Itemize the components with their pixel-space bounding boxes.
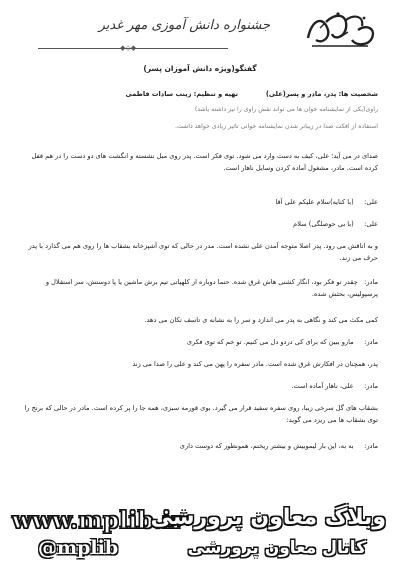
speaker: مادر: [364, 338, 378, 346]
line-text: پدر، همچنان در افکارش غرق شده است. مادر سفره را پهن می کند و علی را صدا می زند [132, 360, 378, 368]
line-text: (با بی حوصلگی) سلام [293, 220, 354, 228]
speaker: علی: [364, 198, 378, 206]
dialogue-line [20, 440, 378, 452]
line-text: کمی مکث می کند و نگاهی به پدر می اندازد و سر را به نشانه ی تاسف تکان می دهد. [144, 316, 378, 324]
watermark-url: www.mplib.ir [12, 507, 184, 534]
dialogue-line [20, 336, 378, 348]
line-text: مارو ببین که برای کی دردو دل می کنیم. تو خم که توی فکری [186, 338, 354, 346]
speaker: مادر: [364, 442, 378, 450]
line-text: صدای در می آید؛ علی، کیف به دست وارد می شود. توی فکر است. پدر روی مبل نشسته و انگشت های دو دست را در هم قفل کرده است. مادر، مشغول آماده کردن وسایل ناهار است. [31, 152, 378, 172]
dialogue-line [20, 276, 378, 300]
watermark-blog: وبلاگ معاون پرورشی [150, 505, 386, 530]
note-sound-effects: استفاده از افکت صدا در زیباتر شدن نمایشنامه خوانی تاثیر زیادی خواهد داشت. [175, 123, 378, 130]
watermark [0, 505, 400, 565]
speaker: علی: [364, 220, 378, 228]
speaker: مادر: [364, 278, 378, 286]
dialogue-line [20, 402, 378, 426]
header [10, 6, 390, 58]
line-text: و به اتاقش می رود. پدر اصلا متوجه آمدن علی نشده است. مدر در حالی که توی آشپزخانه بشقاب ها را روی هم می گذارد با پدر حرف می زند. [28, 242, 378, 262]
dialogue-line [20, 358, 378, 370]
dialogue-line [20, 380, 378, 392]
line-text: علی، ناهار آماده است. [291, 382, 354, 390]
characters-line: شخصیت ها: پدر، مادر و پسر(علی) [265, 90, 378, 98]
header-ornament: ◆◇◆ [120, 44, 137, 52]
speaker: مادر: [364, 382, 378, 390]
dialogue-line [20, 150, 378, 174]
line-text: (با کنایه)سلام علیکم علی آقا [275, 198, 354, 206]
festival-logo-icon [302, 8, 382, 52]
dialogue-line [20, 218, 378, 230]
dialogue-line [20, 314, 378, 326]
meta-row [18, 90, 378, 98]
festival-title: جشنواره دانش آموزی مهر غدیر [98, 18, 270, 33]
author-line: تهیه و تنظیم: زینب سادات فاطمی [125, 90, 238, 98]
dialogue-line [20, 240, 378, 264]
watermark-handle: @mplib [38, 537, 119, 559]
watermark-channel: کانال معاون پرورشی [187, 538, 366, 558]
line-text: چقدر تو فکر بود، انگار کشتی هاش غرق شده. حتما دوباره از کلهپاتی تیم برش ماشین یا پا دوستش، سر استقلال و پرسپولیس، بحثش شده. [45, 278, 378, 298]
document-title: گفتگو(ویژه دانش آموزان پسر) [143, 64, 257, 73]
dialogue-line [20, 196, 378, 208]
line-text: به به، این بار لیموبیش و بیشتر ریختم، همونطور که دوست داری [179, 442, 354, 450]
note-narrator: راوی(یکی از نمایشنامه خوان ها می تواند نقش راوی را نیز داشته باشد) [194, 106, 378, 113]
line-text: بشقاب های گل سرخی زیبا، روی سفره سفید قرار می گیرد. بوی قورمه سبزی، همه جا را پر کرده است. مادر در حالی که برنج را توی بشقاب ها می ریزد می گوید: [24, 404, 378, 424]
